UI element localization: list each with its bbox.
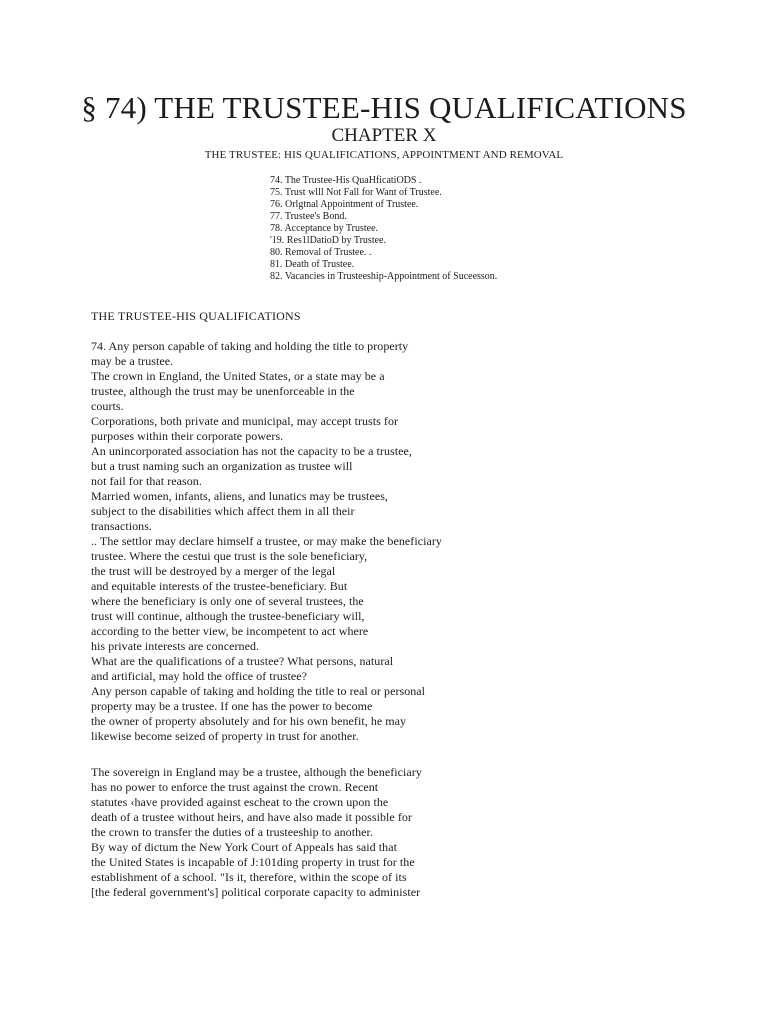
text-line: but a trust naming such an organization as trustee will [91, 459, 353, 473]
text-line: .. The settlor may declare himself a trustee, or may make the beneficiary [91, 534, 442, 548]
toc-item: 81. Death of Trustee. [270, 259, 355, 270]
text-line: his private interests are concerned. [91, 639, 260, 653]
text-line: where the beneficiary is only one of several trustees, the [91, 594, 364, 608]
text-line: trustee. Where the cestui que trust is the sole beneficiary, [91, 549, 368, 563]
text-line: subject to the disabilities which affect them in all their [91, 504, 355, 518]
text-line: The sovereign in England may be a trustee, although the beneficiary [91, 765, 422, 779]
table-of-contents [270, 175, 497, 283]
toc-item: 76. Orlgtnal Appointment of Trustee. [270, 199, 419, 210]
text-line: and artificial, may hold the office of trustee? [91, 669, 308, 683]
text-line: Any person capable of taking and holding the title to real or personal [91, 684, 426, 698]
text-line: Corporations, both private and municipal, may accept trusts for [91, 414, 399, 428]
text-line: may be a trustee. [91, 354, 174, 368]
text-line: death of a trustee without heirs, and have also made it possible for [91, 810, 412, 824]
toc-item: 77. Trustee's Bond. [270, 211, 347, 222]
chapter-subtitle: THE TRUSTEE: HIS QUALIFICATIONS, APPOINTMENT AND REMOVAL [204, 149, 564, 161]
chapter-heading: CHAPTER X [331, 125, 437, 146]
text-line: Married women, infants, aliens, and lunatics may be trustees, [91, 489, 388, 503]
toc-item: 74. The Trustee-His QuaHficatiODS . [270, 175, 422, 186]
text-line: [the federal government's] political corporate capacity to administer [91, 885, 421, 899]
text-line: An unincorporated association has not the capacity to be a trustee, [91, 444, 412, 458]
text-line: establishment of a school. "Is it, therefore, within the scope of its [91, 870, 407, 884]
text-line: What are the qualifications of a trustee? What persons, natural [91, 654, 394, 668]
text-line: statutes ‹have provided against escheat to the crown upon the [91, 795, 389, 809]
text-line: transactions. [91, 519, 152, 533]
text-line: the crown to transfer the duties of a trusteeship to another. [91, 825, 373, 839]
text-line: and equitable interests of the trustee-beneficiary. But [91, 579, 348, 593]
text-line: property may be a trustee. If one has the power to become [91, 699, 373, 713]
body-text-block [91, 339, 442, 744]
text-line: likewise become seized of property in trust for another. [91, 729, 359, 743]
toc-item: 78. Acceptance by Trustee. [270, 223, 379, 234]
text-line: has no power to enforce the trust against the crown. Recent [91, 780, 379, 794]
toc-item: 75. Trust wlll Not Fall for Want of Trustee. [270, 187, 442, 198]
text-line: the owner of property absolutely and for his own benefit, he may [91, 714, 407, 728]
text-line: purposes within their corporate powers. [91, 429, 284, 443]
text-line: 74. Any person capable of taking and holding the title to property [91, 339, 409, 353]
text-line: courts. [91, 399, 124, 413]
toc-item: 82. Vacancies in Trusteeship-Appointment of Suceesson. [270, 271, 498, 282]
text-line: trustee, although the trust may be unenforceable in the [91, 384, 355, 398]
section-heading: THE TRUSTEE-HIS QUALIFICATIONS [91, 309, 301, 323]
text-line: according to the better view, be incompetent to act where [91, 624, 369, 638]
page-title: § 74) THE TRUSTEE-HIS QUALIFICATIONS [81, 90, 687, 125]
text-line: the trust will be destroyed by a merger of the legal [91, 564, 336, 578]
body-text-block [91, 765, 422, 900]
toc-item: 80. Removal of Trustee. . [270, 247, 372, 258]
text-line: the United States is incapable of J:101ding property in trust for the [91, 855, 415, 869]
toc-item: '19. Res1lDatioD by Trustee. [270, 235, 386, 246]
text-line: The crown in England, the United States, or a state may be a [91, 369, 385, 383]
text-line: By way of dictum the New York Court of Appeals has said that [91, 840, 397, 854]
text-line: trust will continue, although the trustee-beneficiary will, [91, 609, 365, 623]
text-line: not fail for that reason. [91, 474, 202, 488]
